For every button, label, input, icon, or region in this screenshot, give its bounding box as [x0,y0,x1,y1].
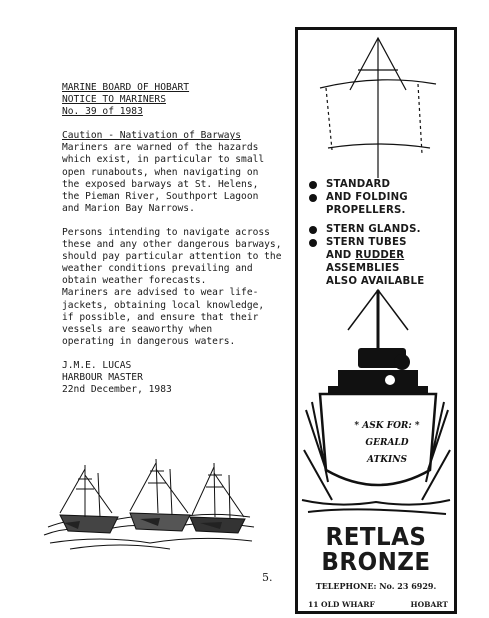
bullet-dot [309,226,317,234]
bullet-text: ASSEMBLIES [326,263,400,274]
bullet-text: AND FOLDING [326,192,408,203]
bullet-propellers-cont [306,191,456,217]
paragraph-line: the Pieman River, Southport Lagoon [62,190,259,202]
bullet-text: ALSO AVAILABLE [326,276,425,287]
paragraph-line: open runabouts, when navigating on [62,166,259,178]
paragraph-line: if possible, and ensure that their [62,311,259,323]
brand-line: RETLAS [325,522,427,551]
telephone: TELEPHONE: No. 23 6929. [315,581,437,591]
sailing-ships-sketch [40,455,258,555]
address [308,600,448,609]
notice-number: No. 39 of 1983 [62,106,143,118]
rudder-word: RUDDER [355,250,405,261]
ask-for-contact [342,418,432,469]
paragraph-line: Persons intending to navigate across [62,226,270,238]
paragraph-line: and Marion Bay Narrows. [62,202,195,214]
mariners-notice [62,82,292,396]
bullet-stern-glands [306,223,456,236]
signatory-title: HARBOUR MASTER [62,371,143,383]
bullet-text: STERN GLANDS. [326,224,421,235]
brand-name [304,524,448,574]
address-city: HOBART [410,600,448,609]
ask-line: ATKINS [367,455,407,465]
paragraph-line: operating in dangerous waters. [62,335,236,347]
ask-line: GERALD [365,438,409,448]
bullet-text: PROPELLERS. [326,205,406,216]
bullet-dot [309,194,317,202]
paragraph-line: weather conditions prevailing and [62,263,253,275]
signatory-name: J.M.E. LUCAS [62,359,132,371]
paragraph-line: vessels are seaworthy when [62,323,213,335]
product-list [306,178,456,288]
paragraph-line: Mariners are advised to wear life- [62,287,259,299]
paragraph-line: which exist, in particular to small [62,154,265,166]
address-street: 11 OLD WHARF [308,600,375,609]
bullet-text: STERN TUBES [326,237,407,248]
caution-title: Caution - Nativation of Barways [62,130,242,142]
bullet-dot [309,181,317,189]
ask-line: * ASK FOR: * [354,421,420,431]
bullet-text: AND [326,250,352,261]
paragraph-line: Mariners are warned of the hazards [62,142,259,154]
paragraph-line: these and any other dangerous barways, [62,239,282,251]
paragraph-line: obtain weather forecasts. [62,275,207,287]
paragraph-line: should pay particular attention to the [62,251,282,263]
notice-board-name: MARINE BOARD OF HOBART [62,82,190,93]
bullet-text: STANDARD [326,179,391,190]
retlas-bronze-advert [295,27,457,614]
bullet-dot [309,239,317,247]
bullet-stern-tubes [306,236,456,288]
page-number: 5. [262,571,273,584]
notice-title: NOTICE TO MARINERS [62,94,166,106]
bullet-propellers [306,178,456,191]
notice-date: 22nd December, 1983 [62,384,172,396]
brand-line: BRONZE [321,547,431,576]
paragraph-line: the exposed barways at St. Helens, [62,178,259,190]
paragraph-line: jackets, obtaining local knowledge, [62,299,265,311]
